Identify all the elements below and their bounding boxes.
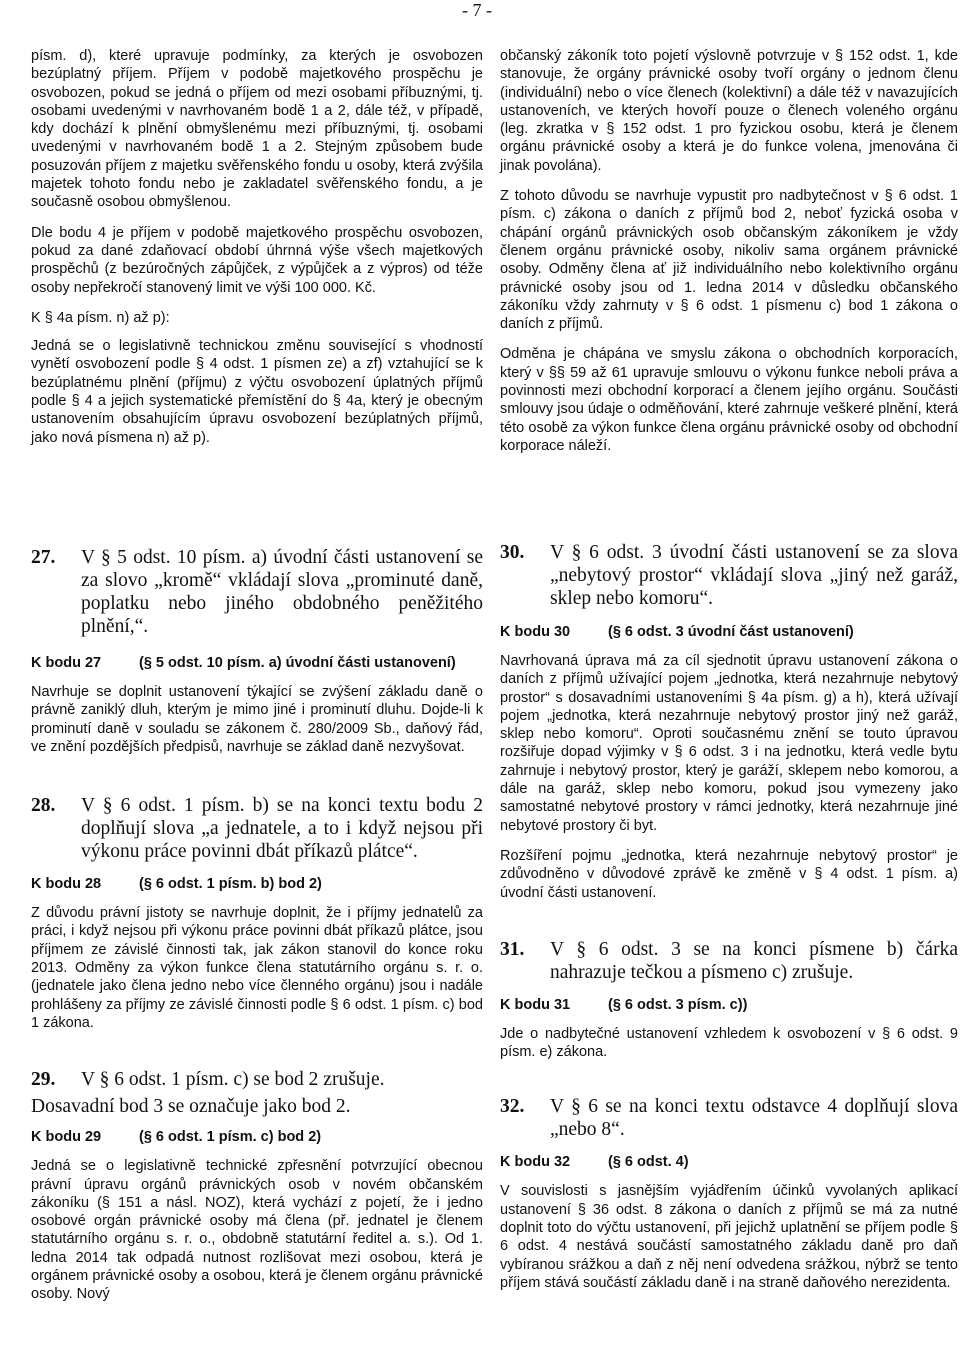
amendment-subtitle: Dosavadní bod 3 se označuje jako bod 2. [31, 1096, 351, 1118]
explanation-paragraph: V souvislosti s jasnějším vyjádřením účinků vyvolaných aplikací ustanovení § 36 odst. 8 zákona o daních z příjmů se má za nutné doplnit toto do výčtu ustanovení, při jejichž uplatnění se příjem podle § 6 odst. 4 nestává součástí samostatného základu daně pro daň vybíranou srážkou a daň z něj není odvedena srážkou, nýbrž se tento příjem stává součástí základu daně i na straně daňového nerezidenta. [500, 1183, 958, 1291]
amendment-31 [500, 938, 958, 1062]
section-reference: K § 4a písm. n) až p): [31, 309, 170, 326]
paragraph: Dle bodu 4 je příjem v podobě majetkového prospěchu osvobozen, pokud za dané zdaňovací období úhrnná výše všech majetkových prospěchů (z bezúročných zápůjček, z výpůjček a z výpros) od téže osoby nepřekročí stanovený limit ve výši 100 000. Kč. [31, 224, 483, 296]
explanation-paragraph: Jedná se o legislativně technické zpřesnění potvrzující obecnou právní úpravu orgánů právnických osob v novém občanském zákoníku (§ 151 a násl. NOZ), která vychází z pojetí, že i jedno osobové orgán právnické osoby má člena (př. jednatel je členem statutárního orgánu s. r. o., obdobně statutární ředitel a. s.). Od 1. ledna 2014 tak odpadá nutnost rozlišovat mezi osobou, která je orgánem právnické osoby a osobou, která je členem orgánu právnické osoby. Nový [31, 1158, 483, 1303]
k-bodu-label: K bodu 28 [31, 876, 102, 893]
paragraph: občanský zákoník toto pojetí výslovně potvrzuje v § 152 odst. 1, kde stanovuje, že orgány právnické osoby tvoří orgány o jednom členu (individuální) nebo o více členech (kolektivní) a dále též v navazujících ustanoveních, ve kterých hovoří pouze o členech voleného orgánu (leg. zkratka v § 152 odst. 1 pro fyzickou osobu, která je členem orgánu právnické osoby a která je do funkce volena, jmenována či jinak povolána). [500, 48, 958, 174]
paragraph: Jedná se o legislativně technickou změnu související s vhodností vynětí osvobození podle § 4 odst. 1 písmen ze) a zf) vztahující se k bezúplatnému plnění (příjmu) z výčtu osvobození úplatných příjmů podle § 4 a jejich systematické přemístění do § 4a, který je obecným ustanovením obsahujícím úpravu osvobození bezúplatných příjmů, jako nová písmena n) až p). [31, 338, 483, 446]
paragraph: písm. d), které upravuje podmínky, za kterých je osvobozen bezúplatný příjem. Příjem v podobě majetkového prospěchu je osvobozen, pokud se jedná o příjem od mezi osobami příbuznými, tj. osobami uvedenými v navrhovaném bodě 1 a 2, dále též, v případě, kdy dochází k plnění obmyšlenému mezi příbuznými, tj. osobami uvedenými v navrhovaném bodě 1 a 2. Stejným způsobem bude posuzován příjem z majetku svěřenského fondu u osoby, která zvýšila majetek tohoto fondu nebo je zakladatel svěřenského fondu, a je současně osobou obmyšlenou. [31, 48, 483, 211]
k-bodu-label: K bodu 31 [500, 996, 571, 1013]
amendment-27 [31, 546, 483, 756]
k-bodu-reference: (§ 6 odst. 4) [608, 1154, 689, 1171]
k-bodu-heading [31, 875, 483, 893]
amendment-number: 29. [31, 1069, 56, 1091]
amendment-number: 31. [500, 938, 525, 960]
k-bodu-heading [500, 996, 958, 1014]
amendment-number: 30. [500, 542, 525, 563]
amendment-heading [31, 1068, 483, 1091]
lower-right-column [500, 541, 958, 1304]
amendment-heading [31, 794, 483, 863]
amendment-29 [31, 1068, 483, 1303]
explanation-paragraph: Navrhuje se doplnit ustanovení týkající se zvýšení základu daně o právně zaniklý dluh, kterým je mimo jiné i prominutí dluhu. Dojde-li k prominutí daně v souladu se zákonem č. 280/2009 Sb., daňový řád, ve znění pozdějších předpisů, navrhuje se základ daně nezvyšovat. [31, 684, 483, 755]
amendment-heading [500, 938, 958, 984]
amendment-text: V § 6 odst. 1 písm. b) se na konci textu bodu 2 doplňují slova „a jednatele, a to i když nejsou při výkonu práce povinni dbát příkazů plátce“. [81, 795, 483, 863]
amendment-text: V § 6 se na konci textu odstavce 4 doplňují slova „nebo 8“. [550, 1096, 958, 1141]
amendment-text: V § 6 odst. 3 úvodní části ustanovení se za slova „nebytový prostor“ vkládají slova „jiný než garáž, sklep nebo komoru“. [550, 542, 958, 609]
paragraph: Odměna je chápána ve smyslu zákona o obchodních korporacích, který v §§ 59 až 61 upravuje smlouvu o výkonu funkce neboli práva a povinnosti mezi obchodní korporací a členem jejího orgánu. Součásti smlouvy jsou údaje o odměňování, které zahrnuje veškeré plnění, která této osobě za výkon funkce člena orgánu právnické osoby od obchodní korporace náleží. [500, 346, 958, 454]
explanation-paragraph: Navrhovaná úprava má za cíl sjednotit úpravu ustanovení zákona o daních z příjmů užívající pojem „jednotka, která nezahrnuje nebytový prostor“ s dosavadními ustanoveními § 4a písm. g) a h), která užívají pojem „jednotka, která nezahrnuje nebytový prostor jiný než garáž, sklep nebo komoru“. Oproti současnému znění se touto úpravou rozšiřuje dopad výjimky v § 6 odst. 3 i na jednotku, která vedle bytu zahrnuje i nebytový prostor, který je garáží, sklepem nebo komorou, a dále na garáž, sklep nebo komoru, pokud jsou vymezeny jako samostatné nebytové prostory v rámci jednotky, která nezahrnuje jiné nebytové prostory či byt. [500, 653, 958, 834]
k-bodu-heading [500, 623, 958, 641]
amendment-text: V § 6 odst. 3 se na konci písmene b) čárka nahrazuje tečkou a písmeno c) zrušuje. [550, 938, 958, 983]
amendment-heading [500, 1095, 958, 1141]
amendment-subtext [31, 1095, 483, 1118]
top-left-column [31, 47, 483, 459]
k-bodu-reference: (§ 6 odst. 3 písm. c)) [608, 996, 748, 1013]
paragraph: Z tohoto důvodu se navrhuje vypustit pro nadbytečnost v § 6 odst. 1 písm. c) zákona o daních z příjmů bod 2, neboť fyzická osoba v chápání orgánů právnických osob občanským zákoníkem je vždy členem orgánu právnické osoby, nikoliv sama orgánem právnické osoby. Odměny člena ať již individuálního nebo kolektivního orgánu právnické osoby jsou od 1. ledna 2014 v důsledku občanského zákoníku vždy zahrnuty v § 6 odst. 1 písmenu c) bod 1 zákona o daních z příjmů. [500, 188, 958, 333]
explanation-paragraph: Jde o nadbytečné ustanovení vzhledem k osvobození v § 6 odst. 9 písm. e) zákona. [500, 1025, 958, 1061]
amendment-heading [31, 546, 483, 638]
k-bodu-reference: (§ 6 odst. 1 písm. b) bod 2) [139, 876, 322, 893]
k-bodu-reference: (§ 5 odst. 10 písm. a) úvodní části ustanovení) [139, 655, 456, 671]
amendment-number: 27. [31, 547, 56, 568]
amendment-text: V § 5 odst. 10 písm. a) úvodní části ustanovení se za slovo „kromě“ vkládají slova „prominuté daně, poplatku nebo jiného obdobného peněžitého plnění,“. [81, 547, 483, 637]
amendment-32 [500, 1095, 958, 1292]
k-bodu-reference: (§ 6 odst. 3 úvodní část ustanovení) [608, 624, 854, 640]
k-bodu-label: K bodu 32 [500, 1154, 571, 1171]
page-number: - 7 - [462, 0, 492, 20]
k-bodu-label: K bodu 30 [500, 624, 571, 640]
amendment-heading [500, 541, 958, 610]
k-bodu-reference: (§ 6 odst. 1 písm. c) bod 2) [139, 1129, 322, 1146]
explanation-paragraph: Z důvodu právní jistoty se navrhuje doplnit, že i příjmy jednatelů za práci, i když nejsou při výkonu práce povinni dbát příkazů plátce, jsou příjmem ze závislé činnosti tak, jak zákon stanovil do konce roku 2013. Odměny za výkon funkce člena statutárního orgánu s. r. o. (jednatele jako člena jedno nebo více členného orgánu) jsou i nadále prohlášeny za příjmy ze závislé činnosti podle § 6 odst. 1 písm. c) bod 1 zákona. [31, 905, 483, 1031]
k-bodu-heading [500, 1153, 958, 1171]
amendment-text: V § 6 odst. 1 písm. c) se bod 2 zrušuje. [81, 1069, 385, 1091]
explanation-paragraph: Rozšíření pojmu „jednotka, která nezahrnuje nebytový prostor“ je zdůvodněno v důvodové zprávě ke změně v § 4 odst. 1 písm. a) úvodní části ustanovení. [500, 847, 958, 901]
k-bodu-heading [31, 1128, 483, 1146]
amendment-30 [500, 541, 958, 902]
amendment-28 [31, 794, 483, 1032]
k-bodu-heading [31, 654, 483, 672]
lower-left-column [31, 546, 483, 1316]
amendment-number: 32. [500, 1096, 525, 1118]
amendment-number: 28. [31, 795, 56, 817]
top-right-column [500, 47, 958, 467]
k-bodu-label: K bodu 29 [31, 1129, 102, 1146]
k-bodu-label: K bodu 27 [31, 655, 102, 671]
